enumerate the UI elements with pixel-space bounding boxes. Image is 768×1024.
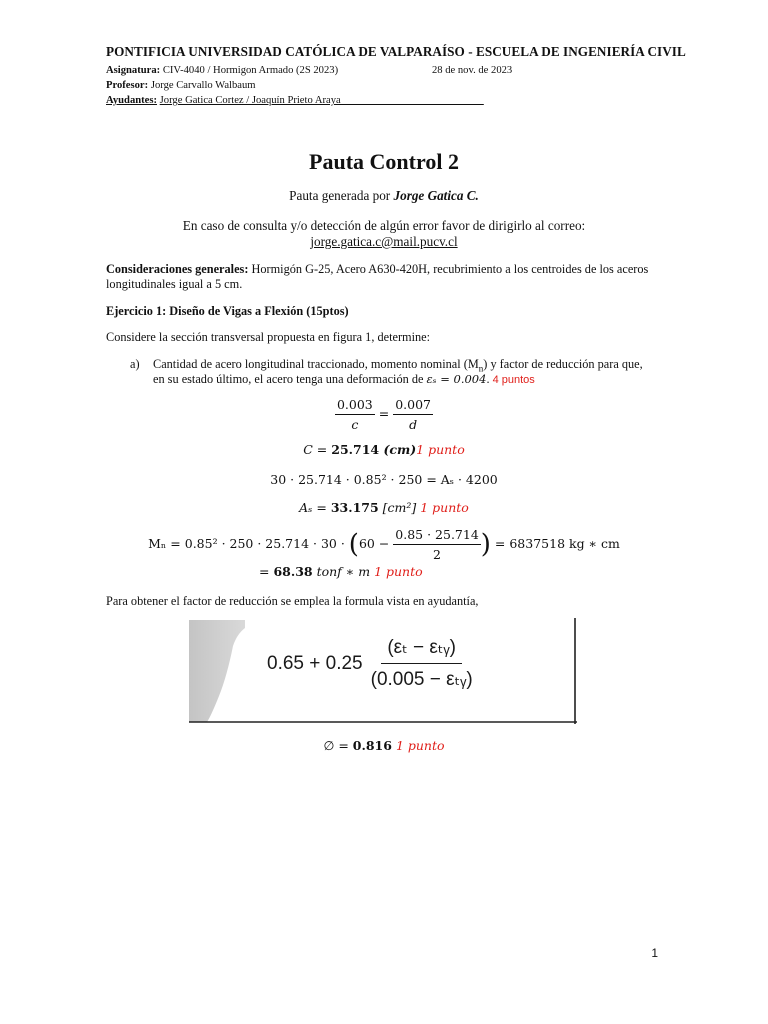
eq5-rhs: = 6837518 kg ∗ cm [490, 536, 620, 551]
formula-numerator: (εₜ − εₜᵧ) [381, 636, 462, 664]
eq5-inner-den: 2 [433, 547, 441, 562]
eq2-value: 25.714 [331, 442, 380, 457]
institution-header: PONTIFICIA UNIVERSIDAD CATÓLICA DE VALPARAÍSO - ESCUELA DE INGENIERÍA CIVIL [106, 44, 686, 59]
eq4-lhs: Aₛ = [299, 500, 331, 515]
item-a-text-2: en su estado último, el acero tenga una deformación de [153, 372, 427, 386]
page-title: Pauta Control 2 [309, 149, 459, 174]
equation-force-balance: 30 · 25.714 · 0.85² · 250 = Aₛ · 4200 [270, 472, 498, 487]
eq1-equals: = [378, 406, 390, 421]
item-a-line-2: en su estado último, el acero tenga una deformación de εₛ = 0.004. 4 puntos [153, 372, 535, 386]
phi-lhs: ∅ = [323, 738, 353, 753]
page-number: 1 [651, 946, 658, 960]
considerations-line-2: longitudinales igual a 5 cm. [106, 277, 243, 291]
eq6-lhs: = [259, 564, 274, 579]
equation-moment-result [259, 564, 423, 579]
eq1-num-left: 0.003 [335, 397, 375, 415]
exercise-intro: Considere la sección transversal propuesta en figura 1, determine: [106, 330, 431, 344]
eq5-inner-num: 0.85 · 25.714 [393, 527, 481, 545]
item-a-points: 4 puntos [492, 374, 535, 386]
eq2-lhs: C = [303, 442, 332, 457]
reduction-formula-image [189, 616, 577, 724]
eq4-value: 33.175 [330, 500, 379, 515]
eq2-unit: (cm) [379, 442, 417, 457]
eq5-paren-close: ) [480, 529, 491, 560]
phi-points: 1 punto [395, 738, 445, 753]
item-a-line-1 [153, 357, 643, 373]
formula-expression [267, 636, 479, 691]
eq1-num-right: 0.007 [393, 397, 433, 415]
contact-text: En caso de consulta y/o detección de algún error favor de dirigirlo al correo: [182, 218, 586, 233]
professor-value: Jorge Carvallo Walbaum [150, 80, 256, 91]
phi-value: 0.816 [352, 738, 392, 753]
equation-nominal-moment [0, 527, 768, 562]
reduction-factor-text: Para obtener el factor de reducción se emplea la formula vista en ayudantía, [106, 594, 479, 608]
item-a-marker: a) [130, 357, 140, 371]
course-value: CIV-4040 / Hormigon Armado (2S 2023) [162, 65, 339, 76]
eq4-unit: [cm²] [378, 500, 421, 515]
considerations-text: Hormigón G-25, Acero A630-420H, recubrimiento a los centroides de los aceros [248, 262, 649, 276]
eq1-den-right: d [409, 417, 418, 432]
generated-prefix: Pauta generada por [289, 188, 391, 203]
eq6-value: 68.38 [273, 564, 313, 579]
eq6-points: 1 punto [374, 564, 423, 579]
exercise-title: Ejercicio 1: Diseño de Vigas a Flexión (15ptos) [106, 304, 349, 318]
contact-email[interactable]: jorge.gatica.c@mail.pucv.cl [310, 234, 458, 249]
assistants-line [106, 95, 484, 106]
eq5-lhs: Mₙ = 0.85² · 250 · 25.714 · 30 · [148, 536, 349, 551]
item-a-subscript: n [478, 363, 484, 374]
item-a-epsilon: εₛ = 0.004 [426, 372, 487, 386]
equation-neutral-axis [0, 442, 768, 457]
course-line [106, 65, 338, 76]
item-a-text-1: Cantidad de acero longitudinal traccionado, momento nominal (M [153, 357, 479, 371]
eq2-points: 1 punto [416, 442, 465, 457]
assistants-label: Ayudantes: [106, 95, 158, 106]
decorative-shape [189, 620, 245, 722]
contact-email-row [0, 234, 768, 250]
professor-label: Profesor: [106, 80, 149, 91]
equation-reduction-factor [0, 738, 768, 753]
generated-by-line [0, 188, 768, 204]
course-label: Asignatura: [106, 65, 161, 76]
item-a-text-1-end: ) y factor de reducción para que, [483, 357, 643, 371]
eq5-inner-lead: 60 − [358, 536, 390, 551]
considerations-line-1 [106, 262, 648, 277]
professor-line [106, 80, 256, 91]
generated-author: Jorge Gatica C. [393, 188, 479, 203]
equation-steel-area [0, 500, 768, 515]
considerations-label: Consideraciones generales: [106, 262, 249, 276]
equation-strain-ratio [0, 397, 768, 432]
document-date: 28 de nov. de 2023 [432, 65, 513, 76]
eq1-den-left: c [351, 417, 359, 432]
formula-lead: 0.65 + 0.25 [267, 652, 363, 674]
assistants-value: Jorge Gatica Cortez / Joaquín Prieto Araya___________________________ [159, 95, 484, 106]
eq4-points: 1 punto [420, 500, 469, 515]
eq6-unit: tonf ∗ m [312, 564, 375, 579]
formula-denominator: (0.005 − εₜᵧ) [370, 669, 473, 690]
eq5-paren-open: ( [348, 529, 359, 560]
